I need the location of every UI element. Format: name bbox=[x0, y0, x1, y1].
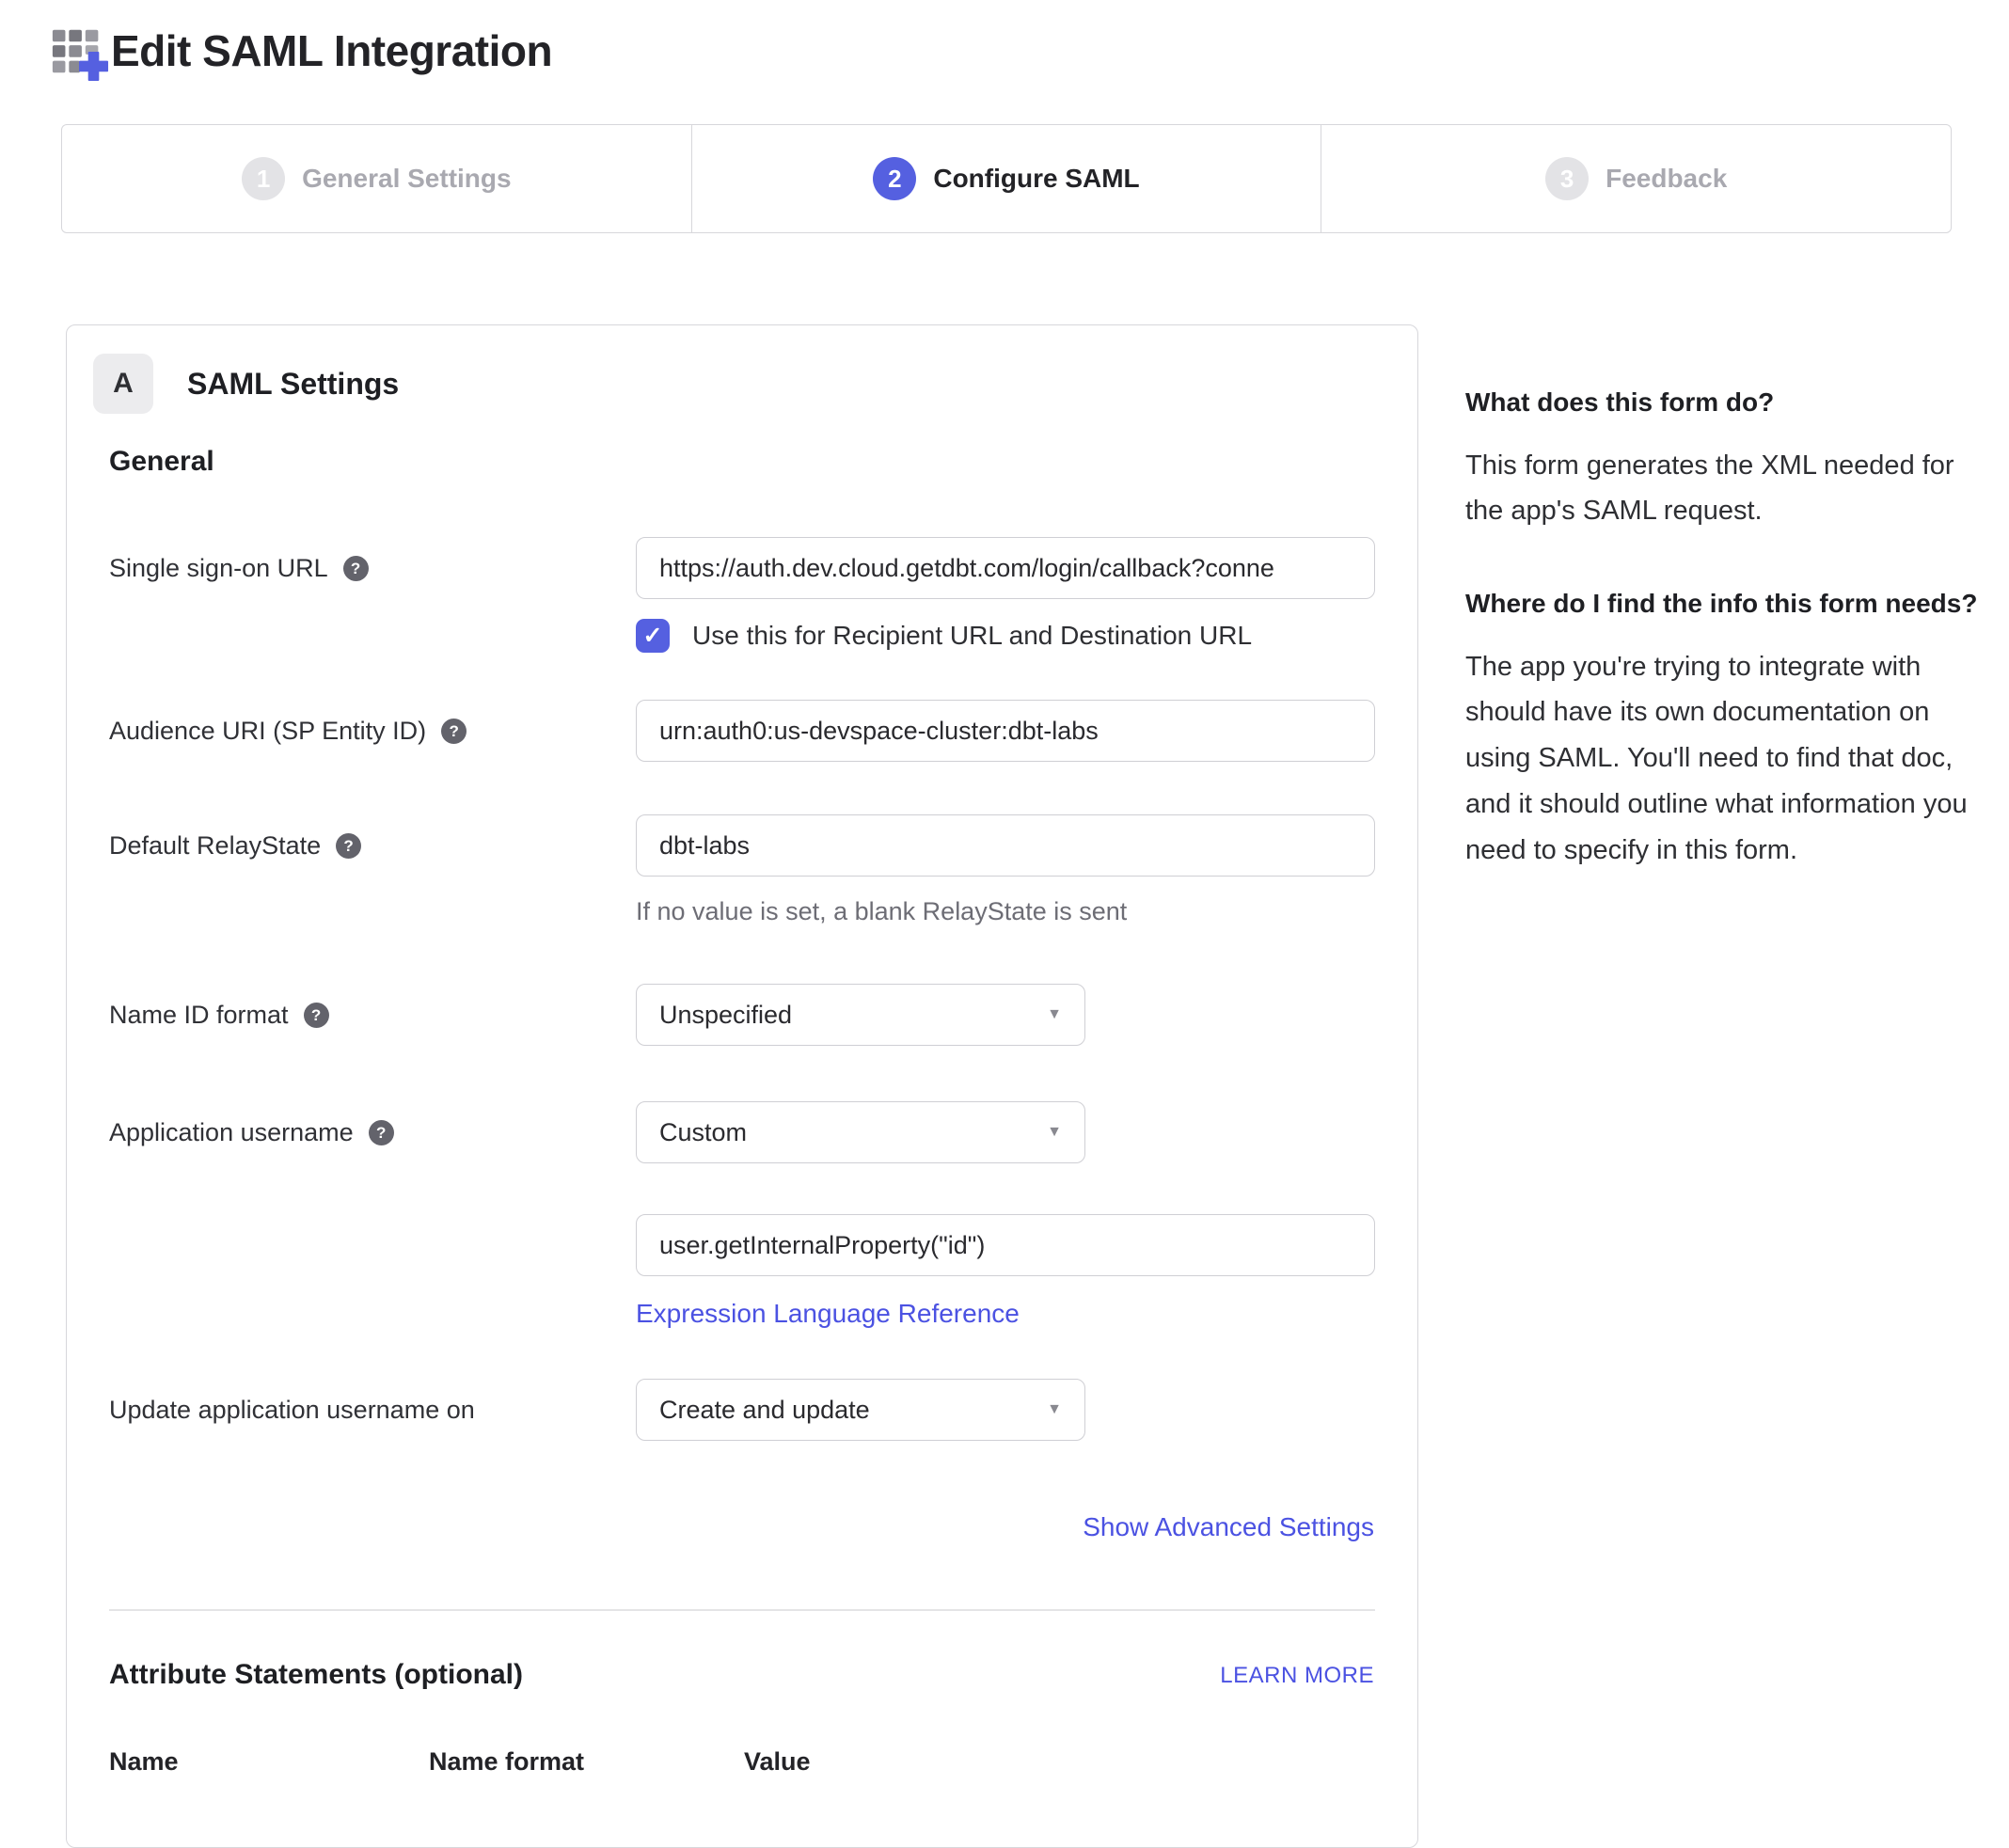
step-feedback[interactable] bbox=[1321, 125, 1951, 232]
help-icon[interactable]: ? bbox=[336, 833, 361, 859]
chevron-down-icon: ▼ bbox=[1047, 1401, 1062, 1417]
help-icon[interactable]: ? bbox=[343, 556, 369, 581]
relay-state-input[interactable] bbox=[636, 814, 1375, 877]
app-username-select[interactable]: Custom ▼ bbox=[636, 1101, 1085, 1163]
expression-language-reference-link[interactable]: Expression Language Reference bbox=[636, 1299, 1020, 1328]
check-icon: ✓ bbox=[642, 622, 663, 649]
help-icon[interactable]: ? bbox=[304, 1003, 329, 1028]
step-general-settings[interactable] bbox=[62, 125, 691, 232]
step-3-circle: 3 bbox=[1545, 157, 1589, 200]
sso-url-label: Single sign-on URL ? bbox=[109, 554, 369, 583]
sso-url-input[interactable] bbox=[636, 537, 1375, 599]
wizard-stepper bbox=[61, 124, 1952, 233]
help-answer-2: The app you're trying to integrate with should have its own documentation on using SAML. You'll need to find that doc, and it should outline what information you need to specify in this form. bbox=[1465, 651, 1968, 865]
help-icon[interactable]: ? bbox=[369, 1120, 394, 1145]
step-2-circle: 2 bbox=[873, 157, 916, 200]
recipient-url-checkbox-row bbox=[636, 619, 1252, 653]
chevron-down-icon: ▼ bbox=[1047, 1006, 1062, 1022]
page-header bbox=[49, 21, 552, 81]
attribute-statements-heading: Attribute Statements (optional) bbox=[109, 1659, 523, 1690]
section-a-badge: A bbox=[93, 354, 153, 414]
step-1-circle: 1 bbox=[242, 157, 285, 200]
name-id-format-select[interactable]: Unspecified ▼ bbox=[636, 984, 1085, 1046]
step-3-label: Feedback bbox=[1606, 164, 1728, 193]
page-title: Edit SAML Integration bbox=[111, 26, 553, 75]
audience-uri-label: Audience URI (SP Entity ID) ? bbox=[109, 717, 467, 746]
attr-col-value: Value bbox=[744, 1747, 811, 1776]
audience-uri-input[interactable] bbox=[636, 700, 1375, 762]
step-2-label: Configure SAML bbox=[933, 164, 1140, 193]
attr-col-name: Name bbox=[109, 1747, 179, 1776]
app-grid-plus-icon bbox=[49, 21, 109, 81]
help-answer-1: This form generates the XML needed for the app's SAML request. bbox=[1465, 450, 1954, 527]
chevron-down-icon: ▼ bbox=[1047, 1124, 1062, 1140]
update-username-label: Update application username on bbox=[109, 1396, 475, 1424]
section-divider bbox=[109, 1609, 1375, 1611]
relay-state-hint: If no value is set, a blank RelayState is sent bbox=[636, 897, 1128, 925]
help-sidebar bbox=[1465, 384, 1997, 924]
recipient-url-checkbox-label: Use this for Recipient URL and Destination URL bbox=[692, 621, 1253, 650]
panel-title: SAML Settings bbox=[187, 366, 400, 401]
step-1-label: General Settings bbox=[302, 164, 512, 193]
step-configure-saml[interactable] bbox=[691, 125, 1321, 232]
learn-more-link[interactable]: LEARN MORE bbox=[1220, 1663, 1374, 1688]
help-question-2: Where do I find the info this form needs? bbox=[1465, 589, 1978, 619]
help-icon[interactable]: ? bbox=[441, 719, 467, 744]
attr-col-name-format: Name format bbox=[429, 1747, 585, 1776]
custom-expression-input[interactable] bbox=[636, 1214, 1375, 1276]
recipient-url-checkbox[interactable] bbox=[636, 619, 670, 653]
show-advanced-settings-link[interactable]: Show Advanced Settings bbox=[1083, 1512, 1374, 1541]
update-username-select[interactable]: Create and update ▼ bbox=[636, 1379, 1085, 1441]
saml-settings-panel bbox=[66, 324, 1418, 1848]
relay-state-label: Default RelayState ? bbox=[109, 831, 361, 861]
general-section-heading: General bbox=[109, 446, 214, 477]
name-id-format-label: Name ID format ? bbox=[109, 1001, 329, 1030]
help-question-1: What does this form do? bbox=[1465, 387, 1775, 417]
app-username-label: Application username ? bbox=[109, 1118, 394, 1147]
panel-header bbox=[93, 354, 399, 414]
